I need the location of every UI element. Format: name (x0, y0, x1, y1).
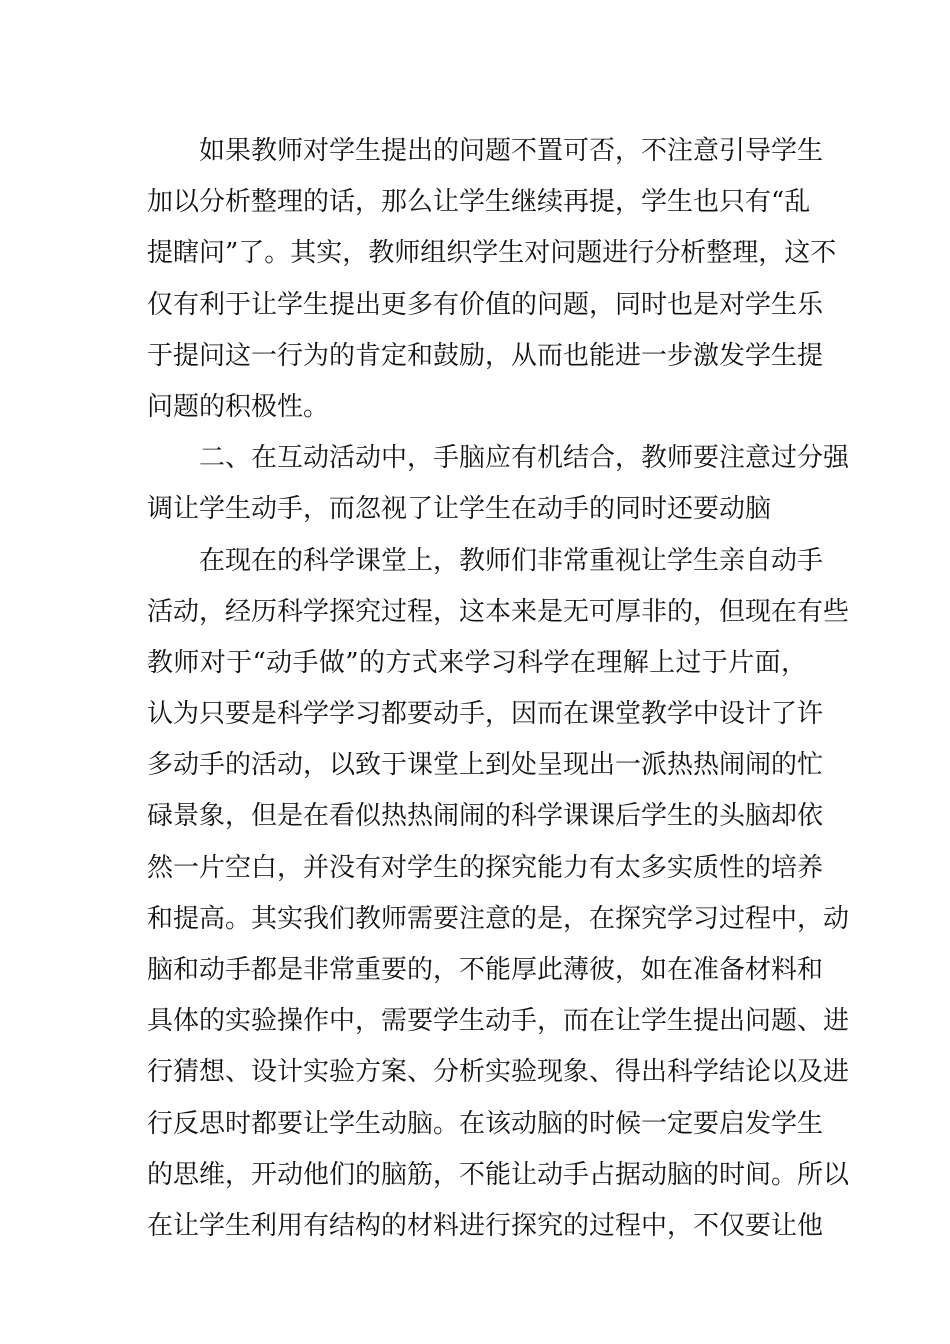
paragraph-3-line-10: 具体的实验操作中，需要学生动手，而在让学生提出问题、进 (147, 1006, 850, 1037)
paragraph-3-line-8: 和提高。其实我们教师需要注意的是，在探究学习过程中，动 (147, 903, 850, 934)
document-body (147, 126, 850, 1252)
paragraph-1-line-6: 问题的积极性。 (147, 391, 330, 422)
paragraph-3-line-9: 脑和动手都是非常重要的，不能厚此薄彼，如在准备材料和 (147, 955, 824, 985)
paragraph-1-line-1: 如果教师对学生提出的问题不置可否，不注意引导学生 (199, 136, 824, 166)
paragraph-1-line-4: 仅有利于让学生提出更多有价值的问题，同时也是对学生乐 (147, 289, 824, 320)
paragraph-1-line-3: 提瞎问”了。其实，教师组织学生对问题进行分析整理，这不 (147, 238, 837, 269)
section-heading-line-2: 调让学生动手，而忽视了让学生在动手的同时还要动脑 (147, 494, 772, 525)
paragraph-1-line-5: 于提问这一行为的肯定和鼓励，从而也能进一步激发学生提 (147, 340, 824, 371)
paragraph-3-line-6: 碌景象，但是在看似热热闹闹的科学课课后学生的头脑却依 (147, 801, 824, 832)
section-heading-line-1: 二、在互动活动中，手脑应有机结合，教师要注意过分强 (199, 443, 850, 474)
paragraph-3-line-14: 在让学生利用有结构的材料进行探究的过程中，不仅要让他 (147, 1210, 824, 1241)
paragraph-3-line-5: 多动手的活动，以致于课堂上到处呈现出一派热热闹闹的忙 (147, 750, 824, 781)
paragraph-3-line-2: 活动，经历科学探究过程，这本来是无可厚非的，但现在有些 (147, 596, 850, 627)
paragraph-3-line-11: 行猜想、设计实验方案、分析实验现象、得出科学结论以及进 (147, 1057, 850, 1088)
paragraph-3-line-7: 然一片空白，并没有对学生的探究能力有太多实质性的培养 (147, 852, 824, 883)
paragraph-1-line-2: 加以分析整理的话，那么让学生继续再提，学生也只有“乱 (147, 187, 811, 218)
paragraph-3-line-12: 行反思时都要让学生动脑。在该动脑的时候一定要启发学生 (147, 1108, 824, 1139)
paragraph-3-line-4: 认为只要是科学学习都要动手，因而在课堂教学中设计了许 (147, 699, 824, 730)
paragraph-3-line-1: 在现在的科学课堂上，教师们非常重视让学生亲自动手 (199, 545, 824, 576)
paragraph-3-line-3: 教师对于“动手做”的方式来学习科学在理解上过于片面， (147, 647, 807, 678)
paragraph-3-line-13: 的思维，开动他们的脑筋，不能让动手占据动脑的时间。所以 (147, 1159, 850, 1190)
